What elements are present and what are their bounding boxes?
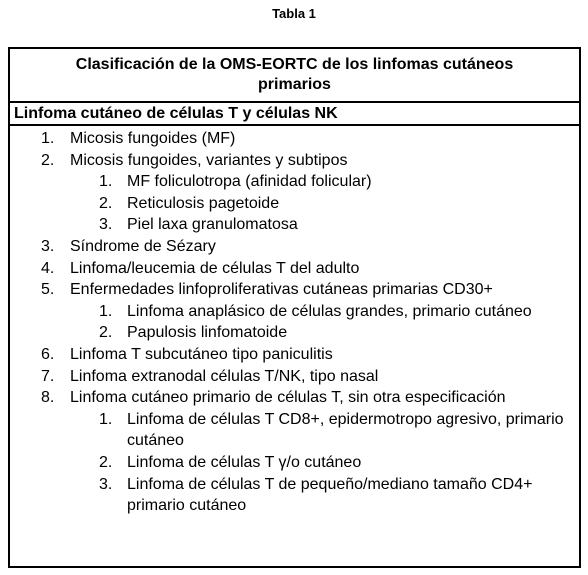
item-text: Papulosis linfomatoide: [127, 324, 288, 342]
list-subitem: [10, 193, 579, 215]
item-number: 3.: [99, 216, 113, 234]
item-text: Micosis fungoides, variantes y subtipos: [70, 151, 348, 169]
item-number: 2.: [99, 324, 113, 342]
list-item: [10, 366, 579, 388]
table-header-text: Clasificación de la OMS-EORTC de los linfomas cutáneos primarios: [75, 56, 514, 93]
list-item: [10, 344, 579, 366]
item-number: 1.: [99, 302, 113, 320]
item-text: Micosis fungoides (MF): [70, 130, 236, 147]
item-number: 1.: [41, 130, 55, 147]
list-item: [10, 128, 579, 150]
item-text: Reticulosis pagetoide: [127, 194, 280, 212]
list-subitem: [10, 409, 579, 452]
item-text: Linfoma extranodal células T/NK, tipo nasal: [70, 367, 379, 385]
classification-table: [8, 47, 581, 568]
item-number: 1.: [99, 173, 113, 191]
list-subitem: [10, 301, 579, 323]
classification-list: [10, 126, 579, 517]
item-number: 6.: [41, 345, 55, 363]
item-text: Linfoma de células T γ/o cutáneo: [127, 453, 362, 471]
table-caption: Tabla 1: [272, 6, 316, 21]
item-number: 7.: [41, 367, 55, 385]
item-text: Síndrome de Sézary: [70, 237, 216, 255]
item-text: Linfoma/leucemia de células T del adulto: [70, 259, 360, 277]
item-text: Linfoma T subcutáneo tipo paniculitis: [70, 345, 333, 363]
list-item: [10, 236, 579, 258]
list-item: [10, 150, 579, 172]
list-subitem: [10, 322, 579, 344]
list-item: [10, 279, 579, 301]
item-number: 3.: [41, 237, 55, 255]
item-number: 1.: [99, 410, 113, 428]
item-text: Piel laxa granulomatosa: [127, 216, 298, 234]
section-heading: Linfoma cutáneo de células T y células NK: [10, 103, 579, 126]
list-subitem: [10, 214, 579, 236]
list-subitem: [10, 452, 579, 474]
list-item: [10, 387, 579, 409]
list-subitem: [10, 171, 579, 193]
item-number: 3.: [99, 475, 113, 493]
item-text: Linfoma anaplásico de células grandes, primario cutáneo: [127, 302, 532, 320]
item-text: Enfermedades linfoproliferativas cutáneas primarias CD30+: [70, 281, 493, 299]
item-text: Linfoma cutáneo primario de células T, sin otra especificación: [70, 389, 506, 407]
table-header: [10, 49, 579, 103]
list-subitem: [10, 474, 579, 517]
item-number: 8.: [41, 389, 55, 407]
list-item: [10, 258, 579, 280]
item-number: 2.: [99, 453, 113, 471]
item-number: 5.: [41, 281, 55, 299]
item-number: 2.: [99, 194, 113, 212]
item-text: Linfoma de células T CD8+, epidermotropo agresivo, primario cutáneo: [127, 410, 564, 450]
item-number: 4.: [41, 259, 55, 277]
item-text: MF foliculotropa (afinidad folicular): [127, 173, 372, 191]
item-number: 2.: [41, 151, 55, 169]
item-text: Linfoma de células T de pequeño/mediano tamaño CD4+ primario cutáneo: [127, 475, 533, 515]
